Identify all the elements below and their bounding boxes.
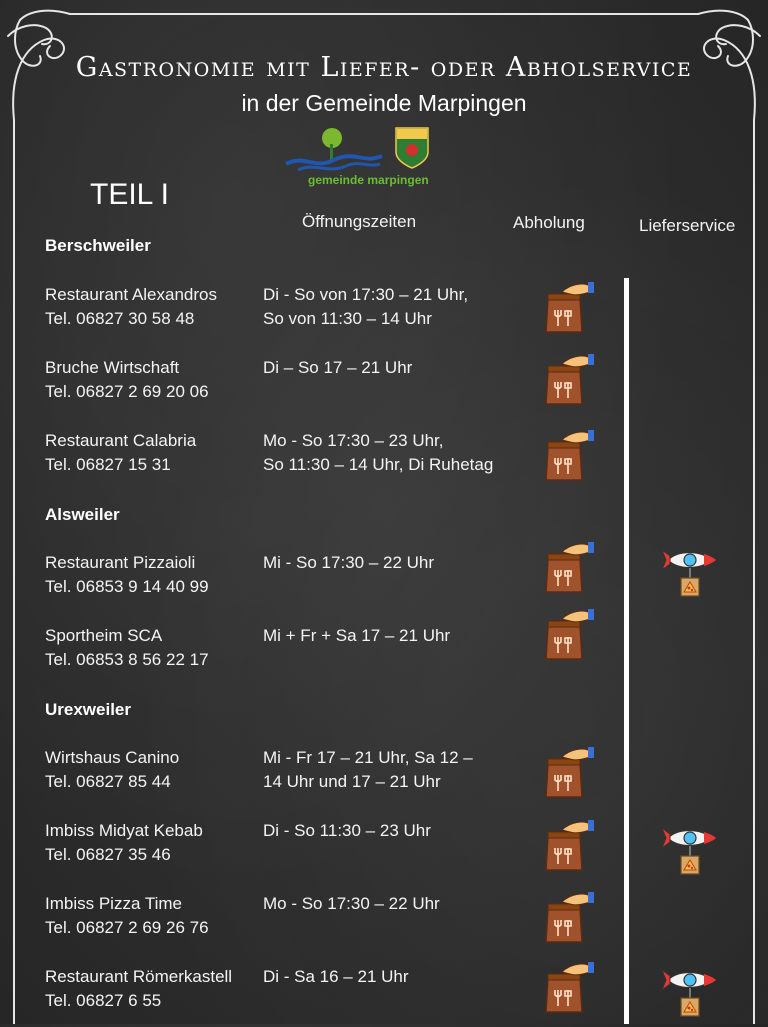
opening-hours: Di - Sa 16 – 21 Uhr — [263, 967, 409, 986]
rocket-pizza-icon — [660, 964, 718, 1027]
rocket-pizza-icon — [660, 544, 718, 607]
takeaway-bag-icon — [540, 818, 596, 879]
opening-hours: Mi - So 17:30 – 22 Uhr — [263, 553, 435, 572]
rocket-pizza-icon — [660, 822, 718, 885]
restaurant-name: Sportheim SCA — [45, 626, 163, 645]
restaurant-phone: Tel. 06827 30 58 48 — [45, 309, 195, 328]
takeaway-bag-icon — [540, 890, 596, 951]
restaurant-name: Restaurant Alexandros — [45, 285, 217, 304]
section-berschweiler: Berschweiler — [45, 236, 151, 255]
column-divider — [624, 278, 629, 1024]
restaurant-phone: Tel. 06827 6 55 — [45, 991, 162, 1010]
opening-hours: Mi + Fr + Sa 17 – 21 Uhr — [263, 626, 451, 645]
takeaway-bag-icon — [540, 280, 596, 341]
restaurant-phone: Tel. 06827 35 46 — [45, 845, 171, 864]
opening-hours: Mo - So 17:30 – 23 Uhr, — [263, 431, 444, 450]
page-title: Gastronomie mit Liefer- oder Abholservice — [75, 52, 693, 83]
restaurant-name: Bruche Wirtschaft — [45, 358, 180, 377]
opening-hours: Di – So 17 – 21 Uhr — [263, 358, 413, 377]
restaurant-phone: Tel. 06827 2 69 20 06 — [45, 382, 209, 401]
opening-hours: Mi - Fr 17 – 21 Uhr, Sa 12 – — [263, 748, 473, 767]
part-label: TEIL I — [90, 178, 169, 211]
column-header-hours: Öffnungszeiten — [302, 212, 417, 231]
tree-logo-icon — [284, 124, 444, 190]
section-urexweiler: Urexweiler — [45, 700, 131, 719]
takeaway-bag-icon — [540, 960, 596, 1021]
restaurant-name: Restaurant Calabria — [45, 431, 197, 450]
restaurant-phone: Tel. 06853 9 14 40 99 — [45, 577, 209, 596]
restaurant-name: Imbiss Pizza Time — [45, 894, 182, 913]
restaurant-name: Restaurant Römerkastell — [45, 967, 233, 986]
takeaway-bag-icon — [540, 428, 596, 489]
opening-hours: Di - So 11:30 – 23 Uhr — [263, 821, 431, 840]
restaurant-phone: Tel. 06827 85 44 — [45, 772, 171, 791]
restaurant-phone: Tel. 06827 2 69 26 76 — [45, 918, 209, 937]
takeaway-bag-icon — [540, 745, 596, 806]
column-header-delivery: Lieferservice — [639, 216, 736, 235]
restaurant-phone: Tel. 06827 15 31 — [45, 455, 171, 474]
logo-text: gemeinde marpingen — [308, 173, 429, 187]
page-subtitle: in der Gemeinde Marpingen — [241, 90, 527, 116]
takeaway-bag-icon — [540, 607, 596, 668]
opening-hours: Di - So von 17:30 – 21 Uhr, — [263, 285, 469, 304]
opening-hours: So 11:30 – 14 Uhr, Di Ruhetag — [263, 455, 494, 474]
opening-hours: So von 11:30 – 14 Uhr — [263, 309, 432, 328]
restaurant-name: Restaurant Pizzaioli — [45, 553, 196, 572]
restaurant-name: Wirtshaus Canino — [45, 748, 180, 767]
takeaway-bag-icon — [540, 540, 596, 601]
section-alsweiler: Alsweiler — [45, 505, 120, 524]
opening-hours: 14 Uhr und 17 – 21 Uhr — [263, 772, 441, 791]
restaurant-phone: Tel. 06853 8 56 22 17 — [45, 650, 209, 669]
municipality-logo — [284, 124, 444, 190]
column-header-pickup: Abholung — [513, 213, 585, 232]
opening-hours: Mo - So 17:30 – 22 Uhr — [263, 894, 440, 913]
restaurant-name: Imbiss Midyat Kebab — [45, 821, 203, 840]
takeaway-bag-icon — [540, 352, 596, 413]
